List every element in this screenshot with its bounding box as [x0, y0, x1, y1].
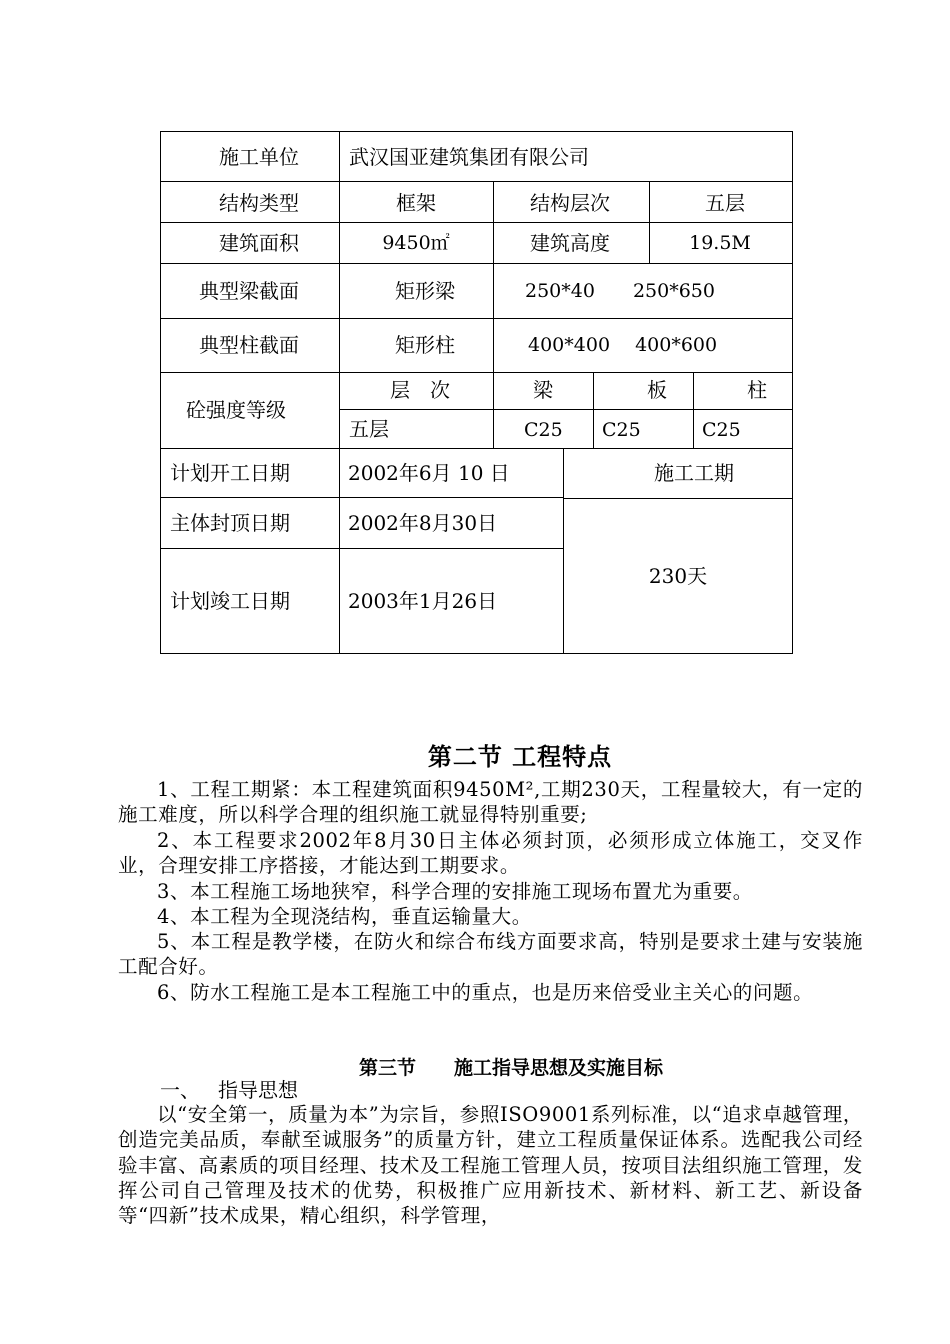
topping-out-value: 2002年8月30日	[348, 511, 498, 535]
construction-unit-label: 施工单位	[219, 145, 299, 169]
table-rule	[160, 181, 793, 182]
table-border	[160, 653, 793, 654]
duration-label: 施工工期	[654, 461, 734, 485]
grade-column-value: C25	[702, 419, 741, 441]
table-rule	[160, 548, 563, 549]
grade-level-value: 五层	[349, 417, 389, 441]
table-rule	[160, 263, 793, 264]
table-rule	[649, 181, 650, 264]
structure-levels-value: 五层	[705, 191, 745, 215]
column-section-label: 典型柱截面	[199, 333, 299, 357]
building-area-label: 建筑面积	[219, 231, 299, 255]
guiding-ideology-paragraph: 以“安全第一，质量为本”为宗旨，参照ISO9001系列标准，以“追求卓越管理，创造完美品质，奉献至诚服务”的质量方针，建立工程质量保证体系。选配我公司经验丰富、高素质的项目经理、技术及工程施工管理人员，按项目法组织施工管理，发挥公司自己管理及技术的优势，积极推广应用新技术、新材料、新工艺、新设备等“四新”技术成果，精心组织，科学管理，	[118, 1103, 863, 1228]
grade-header-column: 柱	[747, 378, 767, 402]
table-rule	[593, 372, 594, 449]
planned-completion-value: 2003年1月26日	[348, 589, 498, 613]
table-rule	[693, 372, 694, 449]
section-2-item-2: 2、本工程要求2002年8月30日主体必须封顶，必须形成立体施工，交叉作业，合理安排工序搭接，才能达到工期要求。	[118, 829, 863, 878]
concrete-grade-label: 砼强度等级	[186, 398, 286, 422]
grade-header-level: 层 次	[390, 378, 450, 402]
subheading-guiding-ideology	[160, 1078, 298, 1102]
table-rule	[493, 181, 494, 449]
table-rule	[160, 497, 563, 498]
table-rule	[160, 222, 793, 223]
table-border	[160, 131, 161, 654]
beam-section-label: 典型梁截面	[199, 279, 299, 303]
table-rule	[339, 131, 340, 654]
section-2-item-1: 1、工程工期紧：本工程建筑面积9450M²,工期230天，工程量较大，有一定的施工难度，所以科学合理的组织施工就显得特别重要;	[118, 778, 863, 827]
structure-type-label: 结构类型	[219, 191, 299, 215]
table-rule	[160, 448, 793, 449]
beam-section-type: 矩形梁	[395, 279, 455, 303]
planned-start-value: 2002年6月 10 日	[348, 461, 510, 485]
subheading-number: 一、	[160, 1078, 200, 1102]
structure-levels-label: 结构层次	[530, 191, 610, 215]
building-height-label: 建筑高度	[530, 231, 610, 255]
table-rule	[339, 409, 793, 410]
planned-start-label: 计划开工日期	[170, 461, 290, 485]
table-rule	[160, 318, 793, 319]
column-section-type: 矩形柱	[395, 333, 455, 357]
grade-header-beam: 梁	[533, 378, 553, 402]
table-border	[160, 131, 793, 132]
table-rule	[563, 498, 793, 499]
grade-beam-value: C25	[524, 419, 563, 441]
section-2-title: 第二节 工程特点	[427, 742, 613, 771]
topping-out-label: 主体封顶日期	[170, 511, 290, 535]
grade-header-slab: 板	[647, 378, 667, 402]
planned-completion-label: 计划竣工日期	[170, 589, 290, 613]
section-3-title: 第三节 施工指导思想及实施目标	[358, 1057, 664, 1079]
section-2-item-5: 5、本工程是教学楼，在防火和综合布线方面要求高，特别是要求土建与安装施工配合好。	[118, 930, 863, 979]
section-2-item-6: 6、防水工程施工是本工程施工中的重点，也是历来倍受业主关心的问题。	[157, 981, 814, 1004]
building-height-value: 19.5M	[689, 232, 751, 254]
structure-type-value: 框架	[396, 191, 436, 215]
column-section-sizes: 400*400 400*600	[528, 334, 718, 356]
table-border	[792, 131, 793, 654]
table-rule	[563, 448, 564, 654]
beam-section-sizes: 250*40 250*650	[525, 280, 715, 302]
section-2-item-3: 3、本工程施工场地狭窄，科学合理的安排施工现场布置尤为重要。	[157, 880, 753, 903]
section-2-item-4: 4、本工程为全现浇结构，垂直运输量大。	[157, 905, 532, 928]
table-rule	[160, 372, 793, 373]
construction-unit-value: 武汉国亚建筑集团有限公司	[349, 145, 589, 169]
building-area-value: 9450㎡	[382, 232, 450, 254]
duration-value: 230天	[648, 564, 708, 588]
grade-slab-value: C25	[602, 419, 641, 441]
subheading-title: 指导思想	[218, 1078, 298, 1102]
